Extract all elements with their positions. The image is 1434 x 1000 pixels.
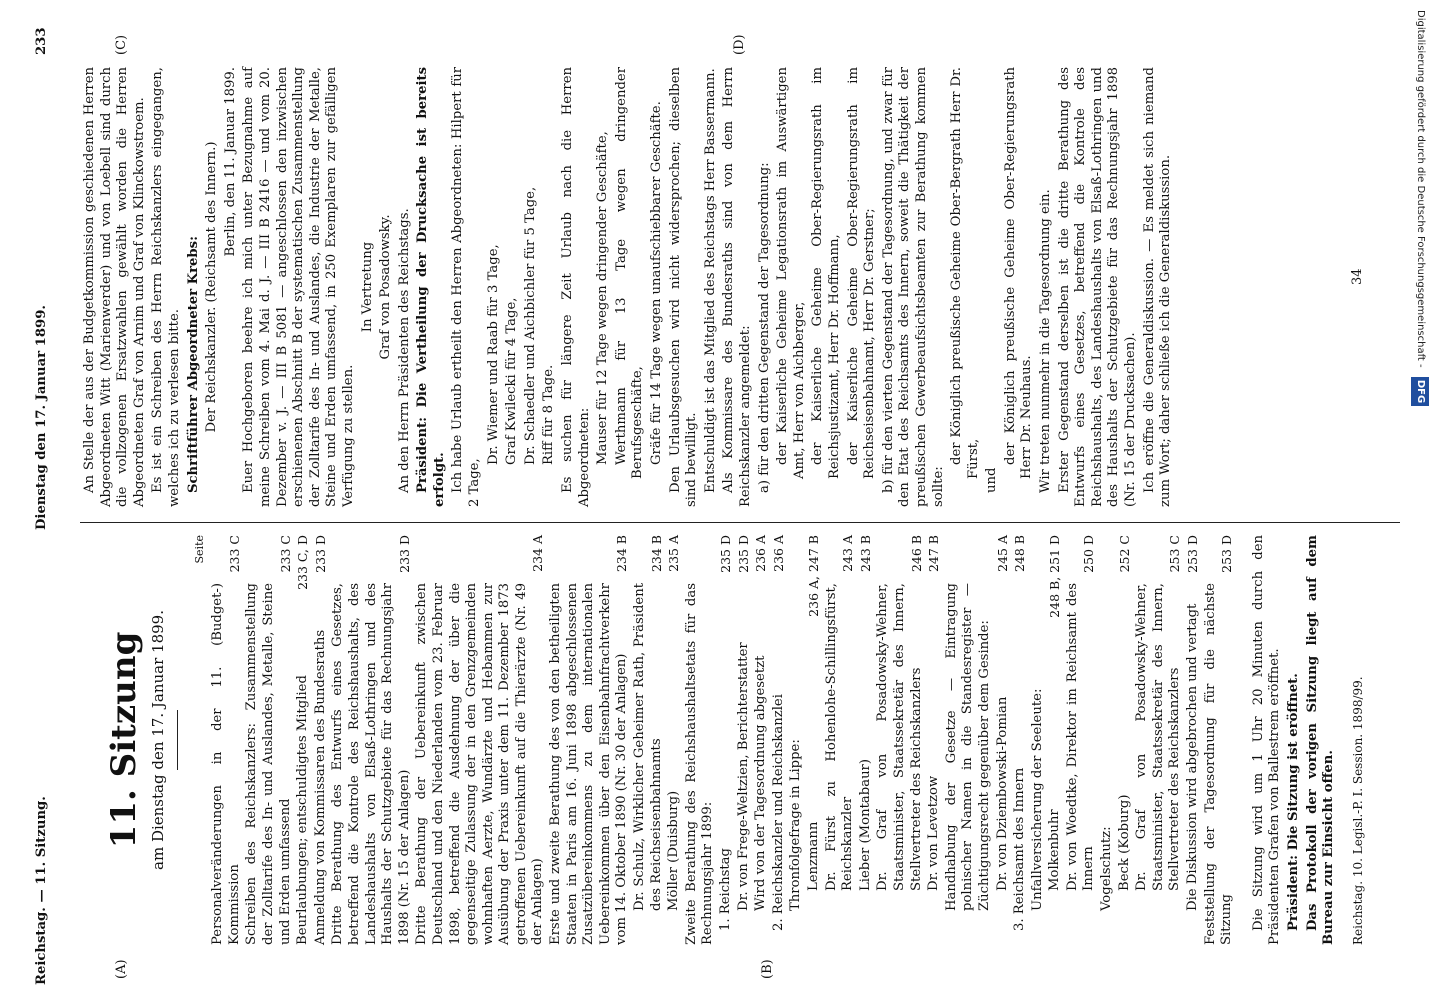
toc-entry: [1065, 535, 1098, 945]
toc-entry-text: Lenzmann: [805, 821, 821, 891]
opening-paragraph: Präsident: Die Sitzung ist eröffnet.: [1286, 673, 1301, 931]
toc-entry-page: 236 A, 247 B: [805, 535, 821, 617]
toc-entry: [1047, 535, 1064, 945]
toc-entry-text: Dr. Schulz, Wirklicher Geheimer Rath, Präsident des Reichseisenbahnamts: [632, 583, 664, 911]
toc-entry-page: 243 B: [857, 535, 873, 573]
toc-entry-page: 248 B: [1012, 535, 1028, 573]
body-paragraph: Der Reichskanzler. (Reichsamt des Innern.): [204, 141, 220, 433]
toc-entry-text: Personalveränderungen in der 11. (Budget-) Kommission: [210, 583, 242, 945]
body-paragraph: Es ist ein Schreiben des Herrn Reichskanzlers eingegangen, welches ich zu verlesen bitte.: [150, 67, 182, 507]
header-page-number: 233: [34, 27, 49, 55]
toc-entry-text: Unfallversicherung der Seeleute:: [1029, 688, 1045, 911]
body-paragraph: In Vertretung: [359, 241, 375, 333]
toc-entry-text: Beck (Koburg): [1116, 794, 1132, 891]
toc-entry: [806, 535, 823, 945]
toc-entry-text: 2. Reichskanzler und Reichskanzlei: [770, 694, 786, 931]
toc-entry-page: 235 D: [718, 535, 733, 573]
toc-entry-page: 243 A: [840, 535, 856, 572]
toc-entry-text: 1. Reichstag: [718, 848, 733, 931]
table-of-contents: [210, 535, 1236, 945]
toc-entry-page: 246 B: [908, 535, 924, 573]
toc-entry-page: 233 D: [312, 535, 328, 573]
toc-entry-text: Wird von der Tagesordnung abgesetzt: [753, 655, 769, 911]
toc-entry-page: 233 C: [226, 535, 242, 573]
toc-entry-text: Dr. Graf von Posadowsky-Wehner, Staatsminister, Staatssekretär des Innern, Stellvertreter des Reichskanzlers: [1134, 583, 1183, 891]
title-rule: [177, 710, 178, 770]
toc-entry-text: Thronfolgefrage in Lippe:: [788, 739, 804, 911]
body-paragraph: Graf Kwilecki für 4 Tage,: [504, 297, 520, 465]
toc-entry-text: Die Diskussion wird abgebrochen und vertagt: [1185, 603, 1201, 911]
body-paragraph: Euer Hochgeboren beehre ich mich unter Bezugnahme auf meine Schreiben vom 4. Mai d. J. — III B 2416 — und vom 20. Dezember v. J. — III B 5081 — angeschlossen den inzwischen erschienenen Abschnitt B der systematischen Zusammenstellung der Zolltarife des In- und Auslandes, die Industrie der Metalle, Steine und Erden umfassend, in 250 Exemplaren zur gefälligen Verfügung zu stellen.: [241, 67, 356, 507]
toc-entry-page: 252 C: [1116, 535, 1132, 573]
body-paragraph: Dr. Wiemer und Raab für 3 Tage,: [485, 244, 501, 465]
toc-entry-page: 236 A: [770, 535, 786, 572]
margin-letter-d: (D): [732, 34, 747, 55]
body-paragraph: der Kaiserliche Geheime Ober-Regierungsrath im Reichseisenbahnamt, Herr Dr. Gerstner;: [845, 67, 878, 479]
body-paragraph: Berlin, den 11. Januar 1899.: [222, 67, 238, 257]
toc-entry: [858, 535, 875, 945]
toc-entry: [944, 535, 994, 945]
toc-entry: [244, 535, 294, 945]
toc-entry: [1203, 535, 1236, 945]
toc-entry-text: Vogelschutz:: [1099, 826, 1115, 911]
opening-paragraph: Das Protokoll der vorigen Sitzung liegt auf dem Bureau zur Einsicht offen.: [1304, 535, 1337, 945]
toc-entry-page: 248 B, 251 D: [1047, 535, 1063, 618]
toc-entry: [330, 535, 413, 945]
toc-entry: [1030, 535, 1047, 945]
body-paragraph: Wir treten nunmehr in die Tagesordnung ein.: [1038, 189, 1054, 493]
body-paragraph: Den Urlaubsgesuchen wird nicht widersprochen; dieselben sind bewilligt.: [667, 67, 700, 507]
toc-entry-text: Erste und zweite Berathung des von den betheiligten Staaten in Paris am 16. Juni 1898 abgeschlossenen Zusatzübereinkommens zu dem internationalen Uebereinkommen über den Eisenbahnfrachtverkehr vom 14. Oktober 1890 (Nr. 30 der Anlagen): [548, 583, 630, 945]
toc-entry: [995, 535, 1012, 945]
toc-entry-text: Dritte Berathung des Entwurfs eines Gesetzes, betreffend die Kontrole des Reichshaushalts, des Landeshaushalts von Elsaß-Lothringen und des Haushalts der Schutzgebiete für das Rechnungsjahr 1898 (Nr. 15 der Anlagen): [330, 583, 412, 945]
toc-entry: [1134, 535, 1184, 945]
toc-entry: [632, 535, 665, 945]
body-paragraph: Ich habe Urlaub ertheilt den Herren Abgeordneten: Hilpert für 2 Tage,: [450, 67, 483, 507]
body-paragraph: und: [984, 467, 1000, 493]
toc-entry: [210, 535, 243, 945]
toc-entry: [548, 535, 631, 945]
toc-entry: [295, 535, 312, 945]
toc-entry-text: Molkenbuhr: [1047, 809, 1063, 891]
toc-entry-page: 247 B: [926, 535, 942, 573]
toc-entry: [1185, 535, 1202, 945]
body-paragraph: Entschuldigt ist das Mitglied des Reichstags Herr Bassermann.: [702, 68, 718, 493]
toc-entry-page: 233 C, D: [295, 535, 311, 590]
rotated-document-page: [20, 25, 1400, 985]
toc-entry-text: Beurlaubungen; entschuldigtes Mitglied: [295, 675, 311, 945]
toc-entry-page: 234 B: [648, 535, 664, 573]
toc-entry-text: Dr. von Dziembowski-Pomian: [994, 696, 1010, 891]
toc-entry-text: Feststellung der Tagesordnung für die nächste Sitzung: [1202, 583, 1235, 945]
toc-entry-text: 3. Reichsamt des Innern: [1012, 767, 1028, 931]
body-paragraph: Als Kommissare des Bundesraths sind von dem Herrn Reichskanzler angemeldet:: [721, 67, 753, 507]
body-paragraph: An Stelle der aus der Budgetkommission geschiedenen Herren Abgeordneten Witt (Marienwerder) und von Loebell sind durch die vollzogenen Ersatzwahlen gewählt worden die Herren Abgeordneten Graf von Arnim und Graf von Klinckowstroem.: [82, 67, 147, 507]
session-title: 11. Sitzung: [104, 631, 144, 849]
body-paragraph: Gräfe für 14 Tage wegen unaufschiebbarer Geschäfte.: [649, 101, 664, 465]
dfg-logo: DFG: [1411, 377, 1429, 406]
body-paragraph: Dr. Schaedler und Aichbichler für 5 Tage,: [522, 186, 538, 465]
header-left: Reichstag. — 11. Sitzung.: [34, 796, 49, 985]
toc-entry: [1099, 535, 1116, 945]
running-header: [20, 25, 60, 985]
body-paragraph: Riff für 8 Tage.: [541, 364, 557, 465]
margin-letter-a: (A): [114, 959, 129, 979]
toc-entry: [771, 535, 788, 945]
body-paragraph: der Königlich preußische Geheime Ober-Regierungsrath Herr Dr. Neuhaus.: [1002, 67, 1035, 479]
toc-entry-text: Anmeldung von Kommissaren des Bundesraths: [312, 629, 328, 945]
body-paragraph: Ich eröffne die Generaldiskussion. — Es meldet sich niemand zum Wort; daher schließe ich die Generaldiskussion.: [1141, 67, 1174, 507]
toc-entry-text: Lieber (Montabaur): [857, 758, 873, 891]
toc-entry-text: Dr. von Woedtke, Direktor im Reichsamt des Innern: [1064, 583, 1097, 891]
body-paragraph: a) für den dritten Gegenstand der Tagesordnung:: [756, 162, 772, 493]
body-paragraph: der Kaiserliche Geheime Legationsrath im Auswärtigen Amt, Herr von Aichberger,: [775, 67, 807, 479]
body-paragraph: Erster Gegenstand derselben ist die dritte Berathung des Entwurfs eines Gesetzes, betreffend die Kontrole des Reichshaushalts, des Landeshaushalts von Elsaß-Lothringen und des Haushalts der Schutzgebiete für das Rechnungsjahr 1898 (Nr. 15 der Drucksachen).: [1056, 67, 1139, 507]
toc-entry-text: Handhabung der Gesetze — Eintragung polnischer Namen in die Standesregister — Züchtigungsrecht gegenüber dem Gesinde:: [943, 583, 992, 911]
toc-entry: [736, 535, 753, 945]
toc-entry-page: 250 D: [1081, 535, 1097, 573]
opening-text: [1251, 535, 1338, 945]
toc-entry: [926, 535, 943, 945]
toc-entry-text: Dr. von Frege-Weltzien, Berichterstatter: [735, 642, 751, 911]
header-center: Dienstag den 17. Januar 1899.: [34, 305, 49, 530]
toc-entry: [1117, 535, 1134, 945]
body-paragraph: b) für den vierten Gegenstand der Tagesordnung, und zwar für den Etat des Reichsamts des Innern, soweit die Thätigkeit der preußischen Gewerbeaufsichtsbeamten zur Berathung kommen sollte:: [880, 67, 946, 507]
toc-entry: [313, 535, 330, 945]
toc-entry-text: Dr. Graf von Posadowsky-Wehner, Staatsminister, Staatssekretär des Innern, Stellvertreter des Reichskanzlers: [875, 583, 924, 891]
body-paragraph: Mauser für 12 Tage wegen dringender Geschäfte,: [595, 131, 611, 465]
toc-entry-text: Dr. Fürst zu Hohenlohe-Schillingsfürst, Reichskanzler: [823, 583, 856, 891]
body-paragraph: An den Herrn Präsidenten des Reichstags.: [396, 208, 412, 493]
left-column: [82, 535, 1340, 945]
body-paragraph: Es suchen für längere Zeit Urlaub nach die Herren Abgeordneten:: [560, 67, 592, 507]
toc-entry-text: Möller (Duisburg): [666, 790, 682, 911]
toc-entry-text: Dr. von Levetzow: [926, 775, 942, 891]
footer-session: Reichstag. 10. Legisl.-P. I. Session. 1898/99.: [1351, 676, 1365, 945]
toc-entry-text: Dritte Berathung der Uebereinkunft zwischen Deutschland und den Niederlanden vom 23. Februar 1898, betreffend die Ausdehnung der über die gegenseitige Zulassung der in den Grenzgemeinden wohnhaften Aerzte, Wundärzte und Hebammen zur Ausübung der Praxis unter dem 11. Dezember 1873 getroffenen Uebereinkunft auf die Thierärzte (Nr. 49 der Anlagen): [414, 583, 546, 945]
seite-label: Seite: [192, 535, 206, 564]
toc-entry: [788, 535, 805, 945]
toc-entry: [1012, 535, 1029, 945]
toc-entry-text: Schreiben des Reichskanzlers: Zusammenstellung der Zolltarife des In- und Auslandes, Metalle, Steine und Erden umfassend: [244, 583, 293, 945]
digitization-text: Digitalisierung gefördert durch die Deutsche Forschungsgemeinschaft -: [1415, 10, 1426, 368]
session-date: am Dienstag den 17. Januar 1899.: [149, 610, 167, 870]
toc-entry-page: 253 C: [1167, 535, 1183, 573]
opening-paragraph: Die Sitzung wird um 1 Uhr 20 Minuten durch den Präsidenten Grafen von Ballestrem eröffnet.: [1250, 535, 1283, 945]
digitization-note: [1413, 10, 1431, 990]
toc-entry-page: 253 D: [1185, 535, 1201, 573]
toc-entry: [824, 535, 857, 945]
toc-entry: [753, 535, 770, 945]
body-paragraph: Präsident: Die Vertheilung der Drucksache ist bereits erfolgt.: [415, 67, 447, 507]
body-paragraph: Werthmann für 13 Tage wegen dringender Berufsgeschäfte,: [613, 67, 646, 479]
toc-entry: [414, 535, 547, 945]
toc-entry: [718, 535, 735, 945]
body-paragraph: der Königlich preußische Geheime Ober-Bergrath Herr Dr. Fürst,: [949, 67, 981, 479]
toc-entry-page: 245 A: [994, 535, 1010, 572]
right-column: [82, 67, 1177, 507]
toc-entry: [875, 535, 925, 945]
body-paragraph: der Kaiserliche Geheime Ober-Regierungsrath im Reichsjustizamt, Herr Dr. Hoffmann,: [810, 67, 842, 479]
toc-entry-page: 234 A: [530, 535, 546, 572]
column-divider: [80, 522, 1400, 523]
footer-sheet-number: 34: [1350, 268, 1365, 285]
toc-entry-page: 235 A: [666, 535, 682, 572]
toc-entry-text: Zweite Berathung des Reichshaushaltsetats für das Rechnungsjahr 1899:: [683, 583, 716, 945]
toc-entry: [684, 535, 717, 945]
toc-entry-page: 253 D: [1219, 535, 1235, 573]
toc-entry-page: 233 D: [396, 535, 412, 573]
body-paragraph: Graf von Posadowsky.: [378, 214, 394, 360]
toc-entry-page: 235 D: [735, 535, 751, 573]
toc-entry-page: 236 A: [753, 535, 769, 572]
margin-letter-c: (C): [114, 34, 129, 55]
toc-entry: [666, 535, 683, 945]
margin-letter-b: (B): [760, 959, 775, 979]
body-paragraph: Schriftführer Abgeordneter Krebs:: [185, 236, 201, 493]
toc-entry-page: 233 C: [277, 535, 293, 573]
toc-entry-page: 234 B: [614, 535, 630, 573]
